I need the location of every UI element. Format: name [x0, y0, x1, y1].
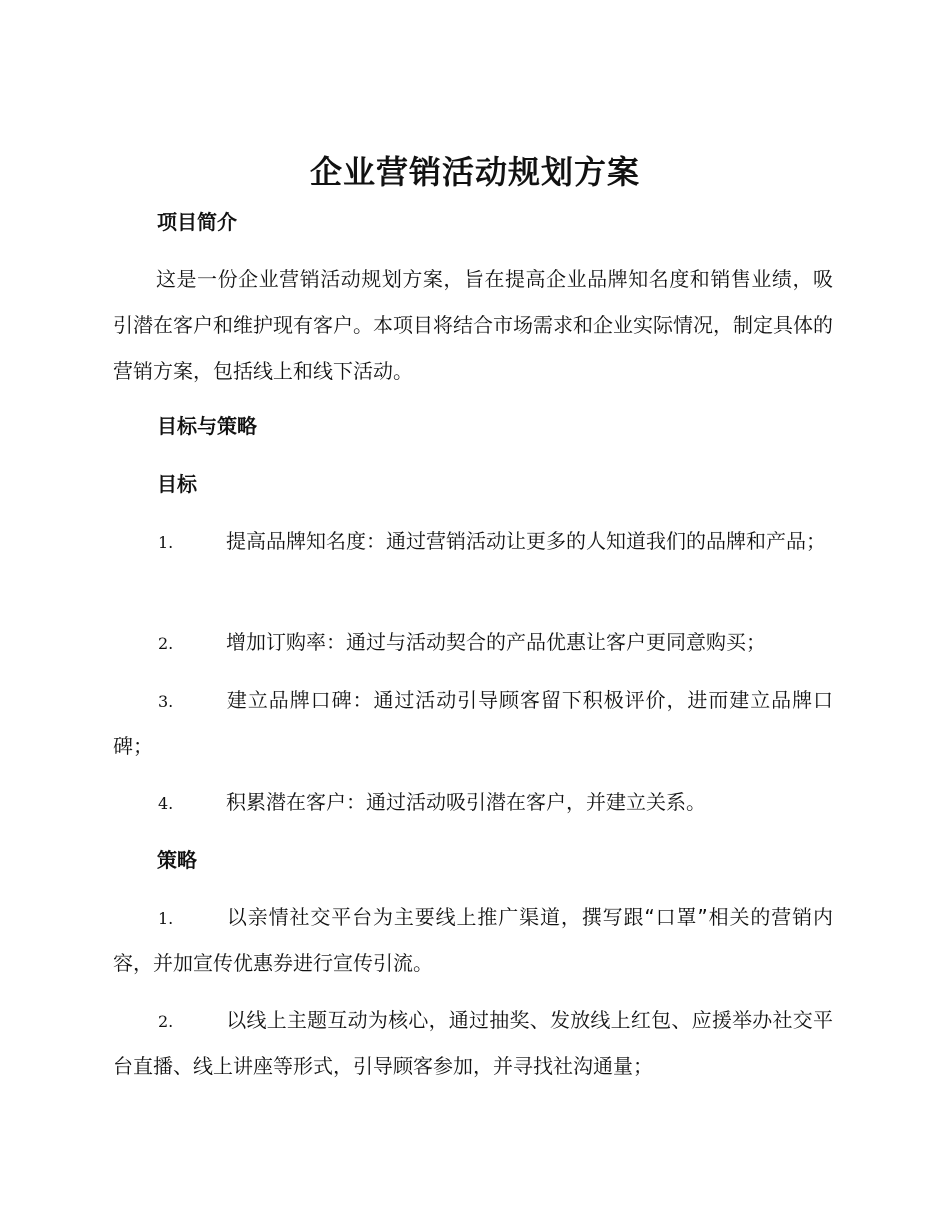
- intro-paragraph: 这是一份企业营销活动规划方案，旨在提高企业品牌知名度和销售业绩，吸引潜在客户和维护现有客户。本项目将结合市场需求和企业实际情况，制定具体的营销方案，包括线上和线下活动。: [113, 267, 833, 383]
- goal-text: 提高品牌知名度：通过营销活动让更多的人知道我们的品牌和产品；: [226, 529, 826, 553]
- strategy-number: 2.: [158, 1012, 174, 1031]
- strategy-item: [113, 998, 833, 1088]
- goal-number: 4.: [158, 794, 174, 813]
- strategy-text: 以线上主题互动为核心，通过抽奖、发放线上红包、应援举办社交平台直播、线上讲座等形式，引导顾客参加，并寻找社沟通量；: [113, 1008, 833, 1078]
- goal-item: [113, 620, 833, 666]
- goal-number: 2.: [158, 634, 174, 653]
- goal-text: 增加订购率：通过与活动契合的产品优惠让客户更同意购买；: [226, 630, 766, 654]
- strategy-text: 以亲情社交平台为主要线上推广渠道，撰写跟“口罩”相关的营销内容，并加宣传优惠券进行宣传引流。: [113, 905, 833, 975]
- goal-text: 积累潜在客户：通过活动吸引潜在客户，并建立关系。: [226, 790, 706, 814]
- section-heading-goals: 目标: [157, 472, 197, 496]
- goal-text: 建立品牌口碑：通过活动引导顾客留下积极评价，进而建立品牌口碑；: [113, 688, 833, 758]
- section-heading-intro: 项目简介: [157, 210, 237, 234]
- goal-item: [113, 519, 833, 565]
- goal-item: [113, 780, 833, 826]
- section-heading-goals-strategy: 目标与策略: [157, 414, 257, 438]
- strategy-item: [113, 895, 833, 985]
- goal-number: 1.: [158, 533, 174, 552]
- goal-item: [113, 678, 833, 768]
- document-title: 企业营销活动规划方案: [309, 153, 640, 191]
- strategy-number: 1.: [158, 909, 174, 928]
- section-heading-strategy: 策略: [157, 848, 197, 872]
- goal-number: 3.: [158, 692, 174, 711]
